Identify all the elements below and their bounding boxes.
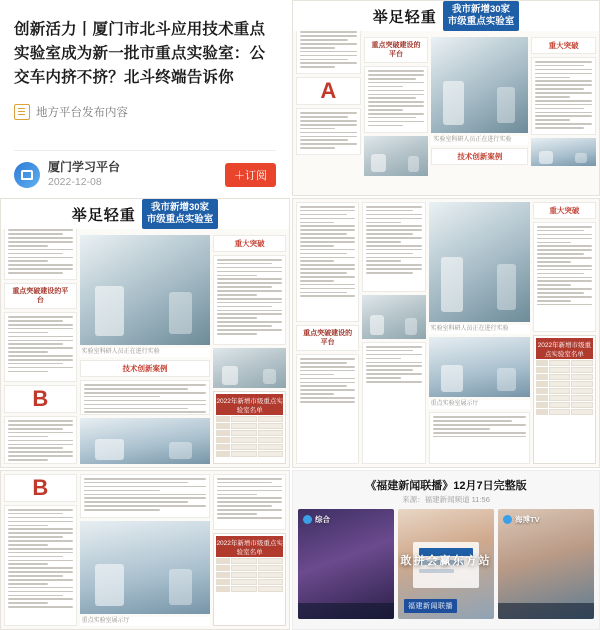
table-row bbox=[216, 430, 283, 436]
lower-strip bbox=[298, 603, 394, 619]
table-row bbox=[536, 388, 593, 394]
column-heading: 重点突破建设的平台 bbox=[4, 283, 77, 309]
newspaper-page-middle-right[interactable] bbox=[292, 198, 600, 468]
table-title: 2022年新增市级重点实验室名单 bbox=[216, 536, 283, 557]
table-row bbox=[216, 423, 283, 429]
photo-caption: 重点实验室展示厅 bbox=[80, 617, 211, 626]
article-photo bbox=[362, 295, 425, 339]
masthead bbox=[293, 1, 599, 31]
text-block bbox=[4, 505, 77, 626]
column bbox=[364, 4, 429, 192]
text-block bbox=[531, 57, 596, 135]
text-block bbox=[296, 202, 359, 322]
tv-headline: 敢拼会赢东方站 bbox=[400, 554, 492, 567]
newspaper-columns bbox=[293, 199, 599, 467]
tv-news-card[interactable] bbox=[292, 470, 600, 630]
masthead-title: 举足轻重 bbox=[372, 8, 437, 26]
divider bbox=[14, 150, 276, 151]
photo-caption: 实验室科研人员正在进行实验 bbox=[80, 348, 211, 357]
table-row bbox=[536, 367, 593, 373]
article-photo bbox=[364, 136, 429, 176]
publisher-row bbox=[14, 160, 276, 189]
masthead-subtitle: 我市新增30家 市级重点实验室 bbox=[142, 199, 219, 229]
publisher-meta bbox=[48, 160, 120, 189]
tv-title: 《福建新闻联播》12月7日完整版 bbox=[365, 480, 527, 492]
table-row bbox=[216, 586, 283, 592]
text-block bbox=[296, 108, 361, 155]
text-block bbox=[296, 354, 359, 464]
text-block bbox=[80, 380, 211, 415]
tv-shot-left[interactable] bbox=[298, 509, 394, 619]
table-row bbox=[216, 444, 283, 450]
text-block bbox=[80, 474, 211, 518]
table-title: 2022年新增市级重点实验室名单 bbox=[536, 338, 593, 359]
section-tag: 重大突破 bbox=[213, 235, 286, 252]
column bbox=[533, 202, 596, 464]
photo-caption: 重点实验室展示厅 bbox=[429, 400, 530, 409]
text-block bbox=[4, 416, 77, 464]
source-label: 地方平台发布内容 bbox=[36, 107, 128, 120]
masthead bbox=[1, 199, 289, 229]
drop-cap: A bbox=[296, 77, 361, 105]
article-photo bbox=[531, 138, 596, 166]
lab-photo bbox=[80, 235, 211, 345]
text-block bbox=[533, 222, 596, 332]
section-tag: 技术创新案例 bbox=[80, 360, 211, 377]
exhibition-photo bbox=[80, 418, 211, 464]
table-title: 2022年新增市级重点实验室名单 bbox=[216, 394, 283, 415]
column bbox=[362, 202, 425, 464]
column-photo bbox=[80, 202, 211, 464]
text-block bbox=[362, 342, 425, 464]
tv-shot-right[interactable] bbox=[498, 509, 594, 619]
column-photo bbox=[429, 202, 530, 464]
newspaper-columns bbox=[1, 199, 289, 467]
data-table bbox=[213, 391, 286, 464]
section-tag: 技术创新案例 bbox=[431, 148, 528, 165]
publish-date: 2022-12-08 bbox=[48, 175, 102, 188]
exhibition-photo bbox=[80, 521, 211, 614]
text-block bbox=[213, 474, 286, 530]
lower-third-banner: 福建新闻联播 bbox=[404, 599, 457, 613]
text-block bbox=[364, 66, 429, 132]
text-block bbox=[362, 202, 425, 292]
column bbox=[296, 202, 359, 464]
table-row bbox=[536, 395, 593, 401]
table-row bbox=[536, 409, 593, 415]
text-block bbox=[4, 312, 77, 382]
channel-logo-icon: 综合 bbox=[303, 514, 330, 525]
text-block bbox=[429, 412, 530, 464]
table-row bbox=[216, 437, 283, 443]
tv-shot-center[interactable] bbox=[398, 509, 494, 619]
table-row bbox=[216, 451, 283, 457]
newspaper-page-top-right[interactable] bbox=[292, 0, 600, 196]
photo-caption: 实验室科研人员正在进行实验 bbox=[431, 136, 528, 145]
column-photo bbox=[431, 4, 528, 192]
table-row bbox=[216, 579, 283, 585]
lower-strip bbox=[498, 603, 594, 619]
column bbox=[213, 474, 286, 626]
channel-logo-icon: 海博TV bbox=[503, 514, 540, 525]
list-icon bbox=[14, 104, 30, 120]
exhibition-photo bbox=[429, 337, 530, 397]
column bbox=[531, 4, 596, 192]
table-row bbox=[536, 402, 593, 408]
table-row bbox=[536, 360, 593, 366]
data-table bbox=[533, 335, 596, 464]
table-row bbox=[216, 572, 283, 578]
text-block bbox=[213, 255, 286, 345]
column bbox=[296, 4, 361, 192]
table-row bbox=[536, 374, 593, 380]
drop-cap: B bbox=[4, 385, 77, 413]
table-row bbox=[216, 416, 283, 422]
drop-cap: B bbox=[4, 474, 77, 502]
data-table bbox=[213, 533, 286, 626]
photo-caption: 实验室科研人员正在进行实验 bbox=[429, 325, 530, 334]
source-row bbox=[14, 104, 276, 120]
column bbox=[4, 202, 77, 464]
section-tag: 重大突破 bbox=[533, 202, 596, 219]
publisher-name: 厦门学习平台 bbox=[48, 160, 121, 174]
newspaper-columns bbox=[1, 471, 289, 629]
column-heading: 重点突破建设的平台 bbox=[364, 37, 429, 63]
newspaper-page-middle-left[interactable] bbox=[0, 198, 290, 468]
table-row bbox=[216, 565, 283, 571]
tv-subtitle: 来源：福建新闻频道 11:56 bbox=[402, 495, 490, 504]
lab-photo bbox=[431, 37, 528, 133]
masthead-title: 举足轻重 bbox=[71, 206, 136, 224]
tv-screenshots bbox=[293, 509, 599, 619]
column bbox=[4, 474, 77, 626]
table-row bbox=[216, 558, 283, 564]
card-line-tertiary bbox=[419, 569, 454, 574]
platform-logo-icon bbox=[14, 162, 40, 188]
column bbox=[213, 202, 286, 464]
subscribe-button[interactable]: ＋订阅 bbox=[225, 163, 276, 187]
section-tag: 重大突破 bbox=[531, 37, 596, 54]
table-row bbox=[536, 381, 593, 387]
article-photo bbox=[213, 348, 286, 388]
newspaper-page-bottom-left[interactable] bbox=[0, 470, 290, 630]
lab-photo bbox=[429, 202, 530, 322]
page-title: 创新活力丨厦门市北斗应用技术重点实验室成为新一批市重点实验室：公交车内挤不挤？北斗终端告诉你 bbox=[14, 21, 266, 87]
masthead-subtitle: 我市新增30家 市级重点实验室 bbox=[443, 1, 520, 31]
column-heading: 重点突破建设的平台 bbox=[296, 325, 359, 351]
column-photo bbox=[80, 474, 211, 626]
